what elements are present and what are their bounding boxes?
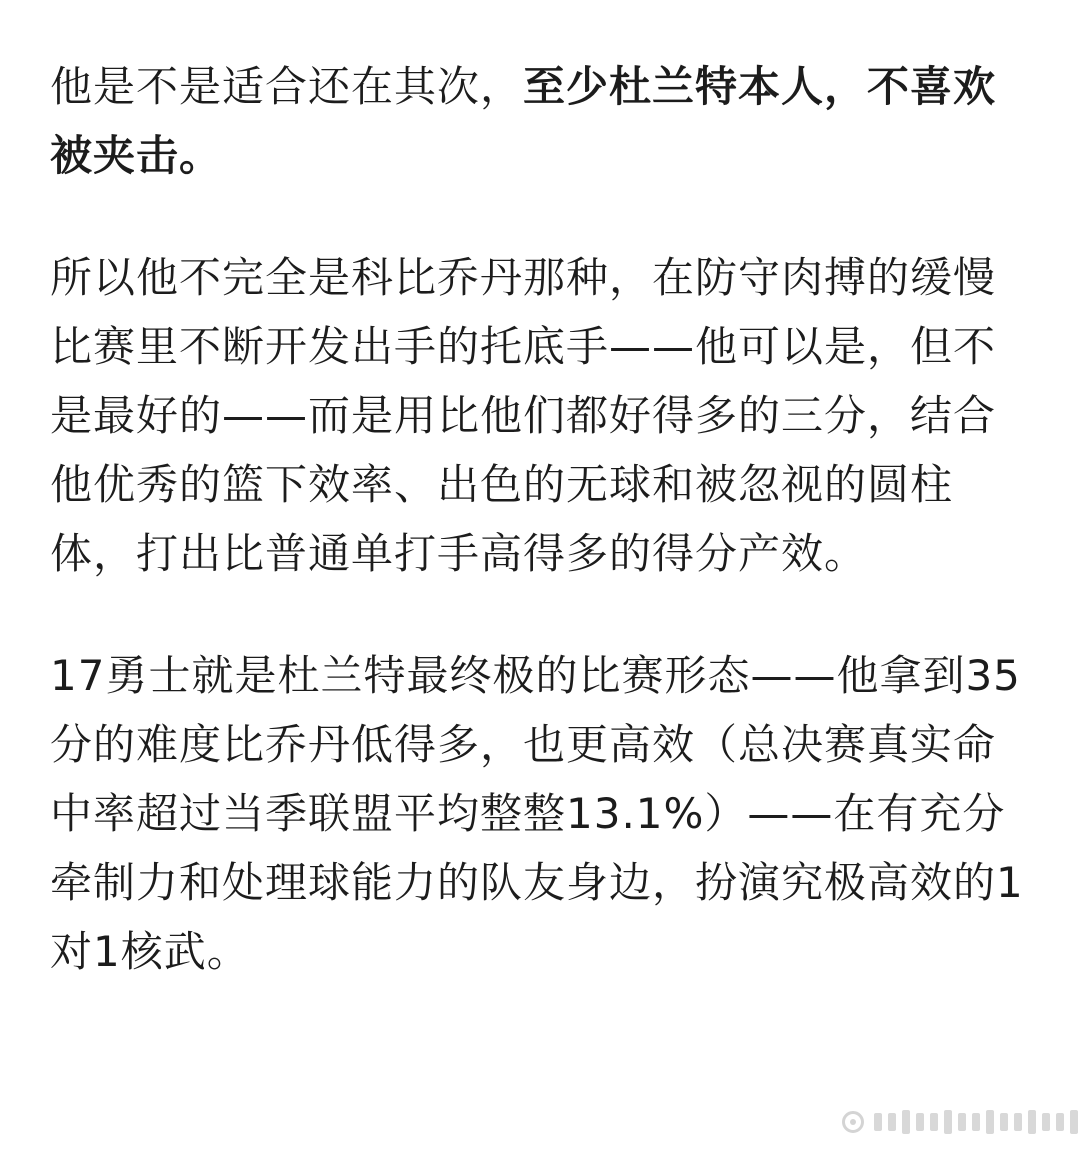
- paragraph-analysis: 所以他不完全是科比乔丹那种，在防守肉搏的缓慢比赛里不断开发出手的托底手——他可以是，但不是最好的——而是用比他们都好得多的三分，结合他优秀的篮下效率、出色的无球和被忽视的圆柱体，打出比普通单打手高得多的得分产效。: [50, 253, 997, 578]
- paragraph-warriors: 17勇士就是杜兰特最终极的比赛形态——他拿到35分的难度比乔丹低得多，也更高效（总决赛真实命中率超过当季联盟平均整整13.1%）——在有充分牵制力和处理球能力的队友身边，扮演究极高效的1对1核武。: [50, 651, 1024, 976]
- intro-bold-text: 至少杜兰特本人，不喜欢被夹击。: [50, 62, 997, 180]
- intro-normal-text: 他是不是适合还在其次，: [50, 62, 524, 111]
- paragraph-intro: [50, 52, 1030, 190]
- article-body: [50, 52, 1030, 986]
- watermark: [842, 1103, 1070, 1141]
- watermark-bars-icon: [874, 1110, 1078, 1134]
- watermark-logo-icon: [842, 1111, 864, 1133]
